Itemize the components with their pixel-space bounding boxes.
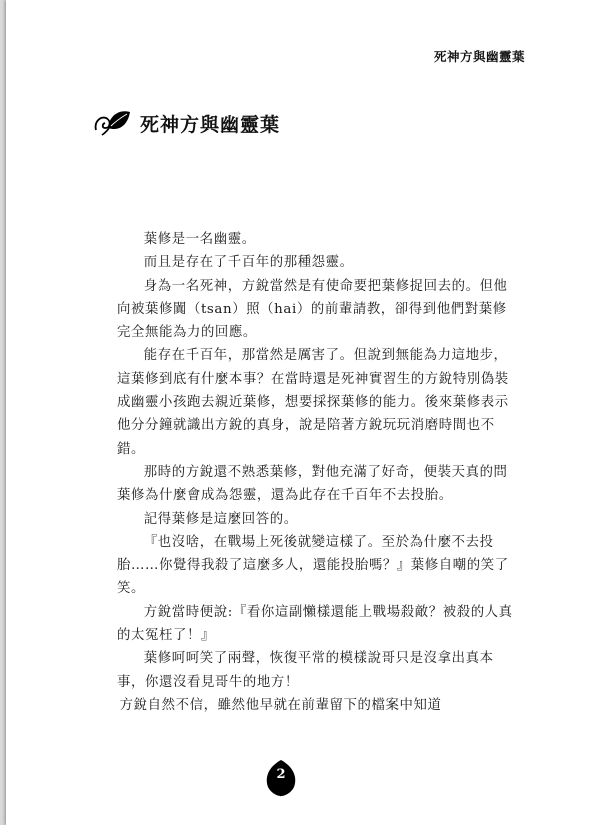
chapter-title: 死神方與幽靈葉 <box>140 113 281 136</box>
paragraph: 方銳自然不信，雖然他早就在前輩留下的檔案中知道 <box>119 697 442 713</box>
paragraph: 而且是存在了千百年的那種怨靈。 <box>143 255 354 271</box>
paragraph: 記得葉修是這麼回答的。 <box>143 511 298 527</box>
paragraph: 『也沒啥，在戰場上死後就變這樣了。至於為什麼不去投胎……你覺得我殺了這麼多人，還能投胎嗎？』葉修自嘲的笑了笑。 <box>117 534 509 597</box>
paragraph: 身為一名死神，方銳當然是有使命要把葉修捉回去的。但他向被葉修闐（tsan）照（hai）的前輩請教，卻得到他們對葉修完全無能為力的回應。 <box>117 278 508 341</box>
paragraph: 葉修是一名幽靈。 <box>143 232 256 247</box>
paragraph: 葉修呵呵笑了兩聲，恢復平常的模樣說哥只是沒拿出真本事，你還沒看見哥牛的地方！ <box>117 651 494 690</box>
leaf-swirl-ornament-icon <box>92 104 132 142</box>
paragraph: 方銳當時便說:『看你這副懶樣還能上戰場殺敵？被殺的人真的太冤枉了！』 <box>117 604 513 644</box>
body-text <box>117 228 517 717</box>
paragraph: 能存在千百年，那當然是厲害了。但說到無能為力這地步，這葉修到底有什麼本事？在當時還是死神實習生的方銳特別偽裝成幽靈小孩跑去親近葉修，想要採探葉修的能力。後來葉修表示他分分鐘就識出方銳的真身，說是陪著方銳玩玩消磨時間也不錯。 <box>117 348 509 457</box>
paragraph: 那時的方銳還不熟悉葉修，對他充滿了好奇，便裝天真的問葉修為什麼會成為怨靈，還為此存在千百年不去投胎。 <box>117 464 508 504</box>
document-page <box>6 0 601 825</box>
running-header: 死神方與幽靈葉 <box>433 49 525 64</box>
page-number: 2 <box>276 767 286 782</box>
page-number-badge <box>261 758 301 798</box>
chapter-heading <box>92 104 280 142</box>
